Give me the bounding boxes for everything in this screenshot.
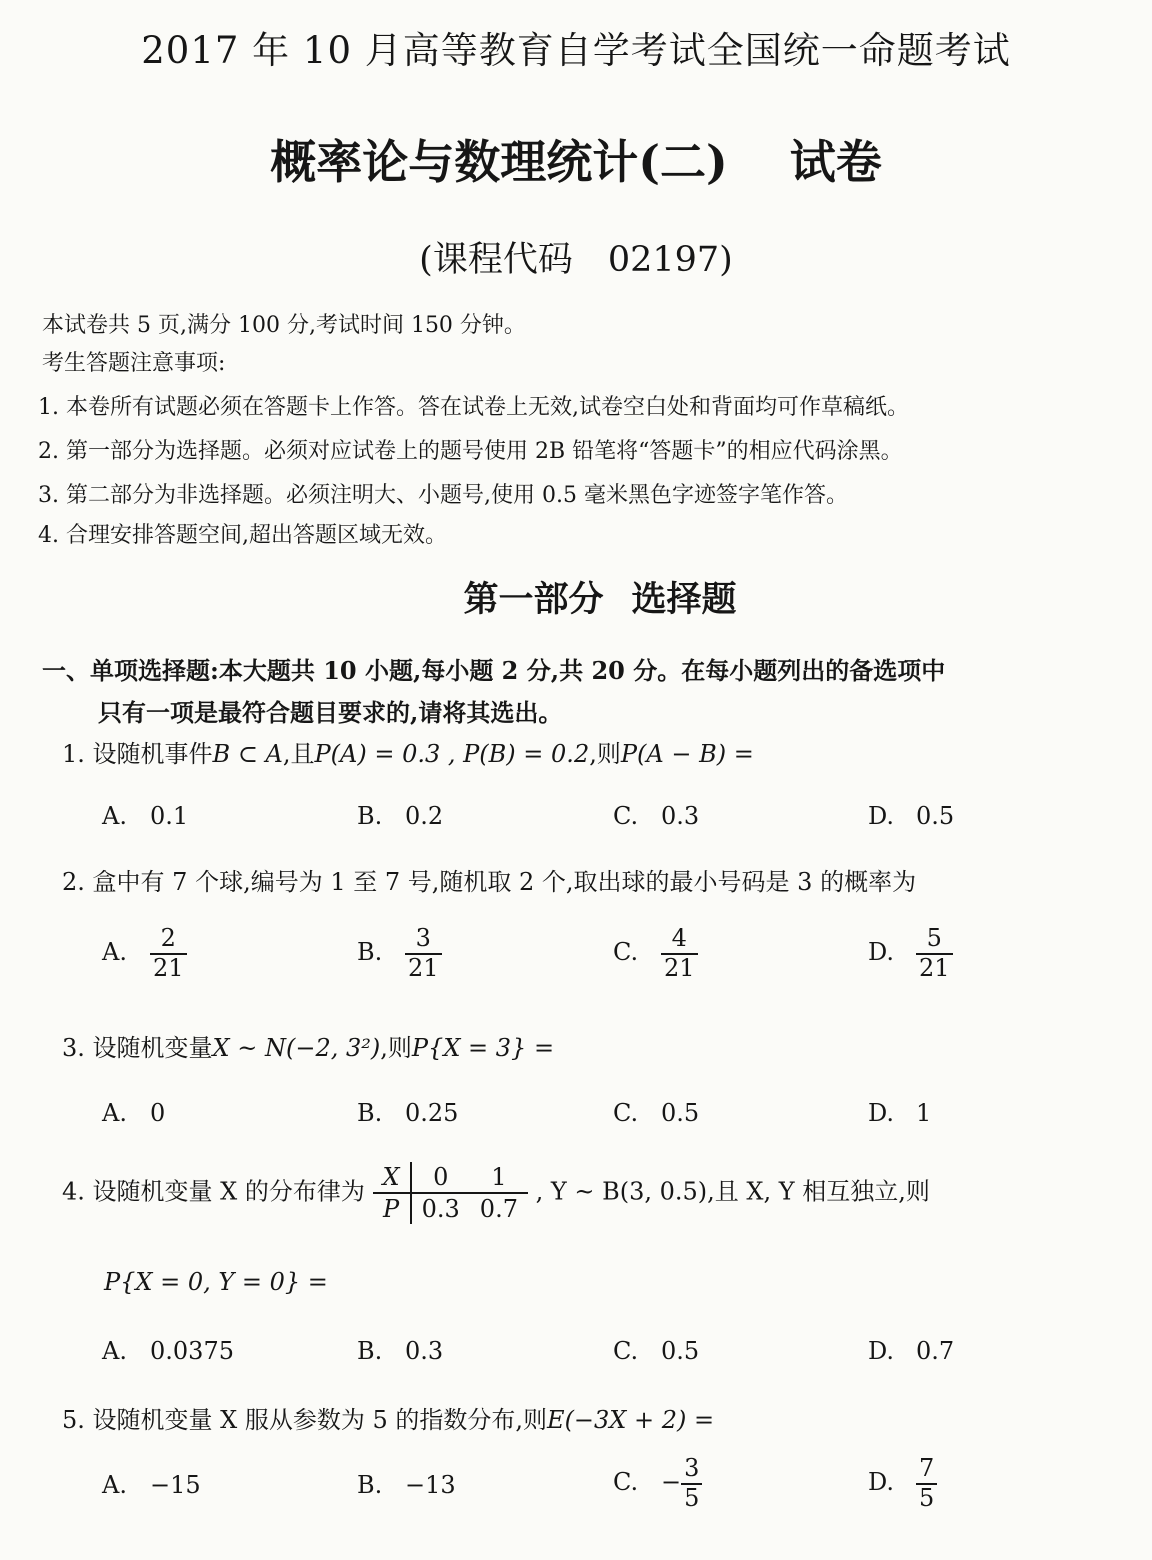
- fraction-denominator: 21: [664, 953, 695, 982]
- fraction-numerator: 2: [150, 925, 187, 955]
- option-value: 0.3: [661, 802, 700, 830]
- question-number: 2.: [62, 868, 85, 896]
- option-value: 0.2: [405, 802, 444, 830]
- fraction-numerator: 5: [916, 925, 953, 955]
- fraction-sign: −: [661, 1468, 682, 1497]
- note-2: 2. 第一部分为选择题。必须对应试卷上的题号使用 2B 铅笔将“答题卡”的相应代码涂黑。: [38, 439, 903, 464]
- option-label: A.: [102, 1099, 127, 1127]
- fraction-denominator: 21: [153, 953, 184, 982]
- option-value: 0.25: [405, 1099, 459, 1127]
- part-heading-line2: 只有一项是最符合题目要求的,请将其选出。: [98, 698, 563, 727]
- question-4-ask: [104, 1268, 328, 1296]
- question-text: ,则: [380, 1034, 412, 1062]
- question-number: 1.: [62, 740, 85, 768]
- question-number: 4.: [62, 1177, 85, 1206]
- option-d: [868, 1099, 931, 1127]
- math-condition: B ⊂ A: [212, 740, 283, 768]
- option-label: B.: [357, 802, 383, 830]
- option-label: B.: [357, 1471, 383, 1499]
- option-value: 0.3: [405, 1337, 444, 1365]
- fraction-denominator: 21: [919, 953, 950, 982]
- math-condition: P(A) = 0.3 , P(B) = 0.2: [314, 740, 590, 768]
- option-label: C.: [613, 1099, 639, 1127]
- option-label: B.: [357, 1337, 383, 1365]
- question-1: [62, 734, 754, 769]
- option-d: [868, 802, 954, 830]
- option-label: C.: [613, 938, 639, 967]
- option-b: [357, 1099, 458, 1127]
- fraction-numerator: 3: [681, 1455, 702, 1485]
- fraction: [916, 1455, 937, 1512]
- option-d: [868, 1455, 937, 1512]
- notes-title: 考生答题注意事项:: [42, 351, 226, 376]
- exam-subject-title: [0, 126, 1152, 192]
- fraction-denominator: 5: [684, 1483, 700, 1512]
- option-value: 0.5: [916, 802, 955, 830]
- option-b: [357, 1471, 456, 1499]
- fraction-numerator: 4: [661, 925, 698, 955]
- option-label: A.: [102, 802, 127, 830]
- option-label: B.: [357, 938, 383, 967]
- table-cell: 1: [470, 1162, 528, 1193]
- option-value: −13: [405, 1471, 456, 1499]
- math-distribution: X ~ N(−2, 3²): [212, 1034, 381, 1062]
- question-3: [62, 1028, 554, 1063]
- question-text: ,则: [589, 740, 621, 768]
- section-name: 选择题: [631, 579, 737, 620]
- option-value: 1: [916, 1099, 932, 1127]
- option-label: B.: [357, 1099, 383, 1127]
- option-label: C.: [613, 1337, 639, 1365]
- option-label: A.: [102, 1471, 127, 1499]
- question-text: 设随机事件: [92, 740, 213, 768]
- option-label: D.: [868, 802, 895, 830]
- option-label: C.: [613, 802, 639, 830]
- option-a: [102, 1099, 165, 1127]
- option-c: [613, 925, 698, 982]
- fraction-denominator: 5: [919, 1483, 935, 1512]
- option-d: [868, 925, 953, 982]
- part-heading-line1: 一、单项选择题:本大题共 10 小题,每小题 2 分,共 20 分。在每小题列出的备选项中: [42, 656, 946, 685]
- question-4: [62, 1162, 930, 1224]
- fraction: [916, 925, 953, 982]
- math-ask: P{X = 3} =: [411, 1034, 555, 1062]
- option-a: [102, 1471, 201, 1499]
- subject-name: 概率论与数理统计(二): [270, 135, 728, 189]
- fraction: [661, 925, 698, 982]
- fraction-numerator: 3: [405, 925, 442, 955]
- option-value: 0.7: [916, 1337, 955, 1365]
- fraction: [405, 925, 442, 982]
- option-c: [613, 1099, 699, 1127]
- option-value: 0.5: [661, 1337, 700, 1365]
- option-label: A.: [102, 938, 127, 967]
- option-c: [613, 1337, 699, 1365]
- option-d: [868, 1337, 954, 1365]
- question-2: [62, 862, 916, 897]
- question-number: 3.: [62, 1034, 85, 1062]
- question-text: 设随机变量: [92, 1034, 213, 1062]
- option-c: [613, 802, 699, 830]
- option-label: D.: [868, 1468, 895, 1497]
- fraction: [150, 925, 187, 982]
- option-label: A.: [102, 1337, 127, 1365]
- note-3: 3. 第二部分为非选择题。必须注明大、小题号,使用 0.5 毫米黑色字迹签字笔作答。: [38, 483, 848, 508]
- option-a: [102, 1337, 234, 1365]
- fraction: [681, 1455, 702, 1512]
- note-4: 4. 合理安排答题空间,超出答题区域无效。: [38, 523, 447, 548]
- question-text: , Y ~ B(3, 0.5),且 X, Y 相互独立,则: [535, 1177, 930, 1206]
- option-a: [102, 802, 188, 830]
- distribution-table: [373, 1162, 528, 1224]
- paper-label: 试卷: [789, 135, 882, 189]
- exam-session-title: 2017 年 10 月高等教育自学考试全国统一命题考试: [141, 29, 1011, 72]
- section-part: 第一部分: [463, 579, 604, 620]
- option-b: [357, 1337, 443, 1365]
- option-value: −15: [150, 1471, 201, 1499]
- option-value: 0.1: [150, 802, 189, 830]
- question-text: 盒中有 7 个球,编号为 1 至 7 号,随机取 2 个,取出球的最小号码是 3 的概率为: [92, 868, 917, 896]
- option-b: [357, 802, 443, 830]
- table-cell: 0.7: [479, 1195, 518, 1223]
- section-title: [0, 572, 1152, 622]
- math-ask: E(−3X + 2) =: [547, 1406, 715, 1434]
- option-b: [357, 925, 442, 982]
- option-value: 0: [150, 1099, 166, 1127]
- option-label: D.: [868, 1099, 895, 1127]
- question-text: 设随机变量 X 服从参数为 5 的指数分布,则: [92, 1406, 548, 1434]
- question-text: 设随机变量 X 的分布律为: [92, 1177, 365, 1206]
- course-code: (课程代码 02197): [419, 240, 733, 280]
- option-label: C.: [613, 1468, 639, 1497]
- question-text: ,且: [282, 740, 315, 768]
- option-label: D.: [868, 1337, 895, 1365]
- math-ask: P(A − B) =: [620, 740, 754, 768]
- option-value: 0.5: [661, 1099, 700, 1127]
- fraction-numerator: 7: [916, 1455, 937, 1485]
- question-5: [62, 1400, 714, 1435]
- option-label: D.: [868, 938, 895, 967]
- question-number: 5.: [62, 1406, 85, 1434]
- table-header-cell: X: [373, 1162, 411, 1193]
- note-1: 1. 本卷所有试题必须在答题卡上作答。答在试卷上无效,试卷空白处和背面均可作草稿纸。: [38, 395, 909, 420]
- exam-summary: 本试卷共 5 页,满分 100 分,考试时间 150 分钟。: [42, 313, 526, 338]
- option-a: [102, 925, 187, 982]
- table-cell: 0.3: [421, 1195, 460, 1223]
- fraction-denominator: 21: [408, 953, 439, 982]
- option-value: 0.0375: [150, 1337, 234, 1365]
- option-c: [613, 1455, 702, 1512]
- table-cell: 0: [411, 1162, 470, 1193]
- math-ask: P{X = 0, Y = 0} =: [104, 1268, 328, 1296]
- table-header-cell: P: [373, 1193, 411, 1224]
